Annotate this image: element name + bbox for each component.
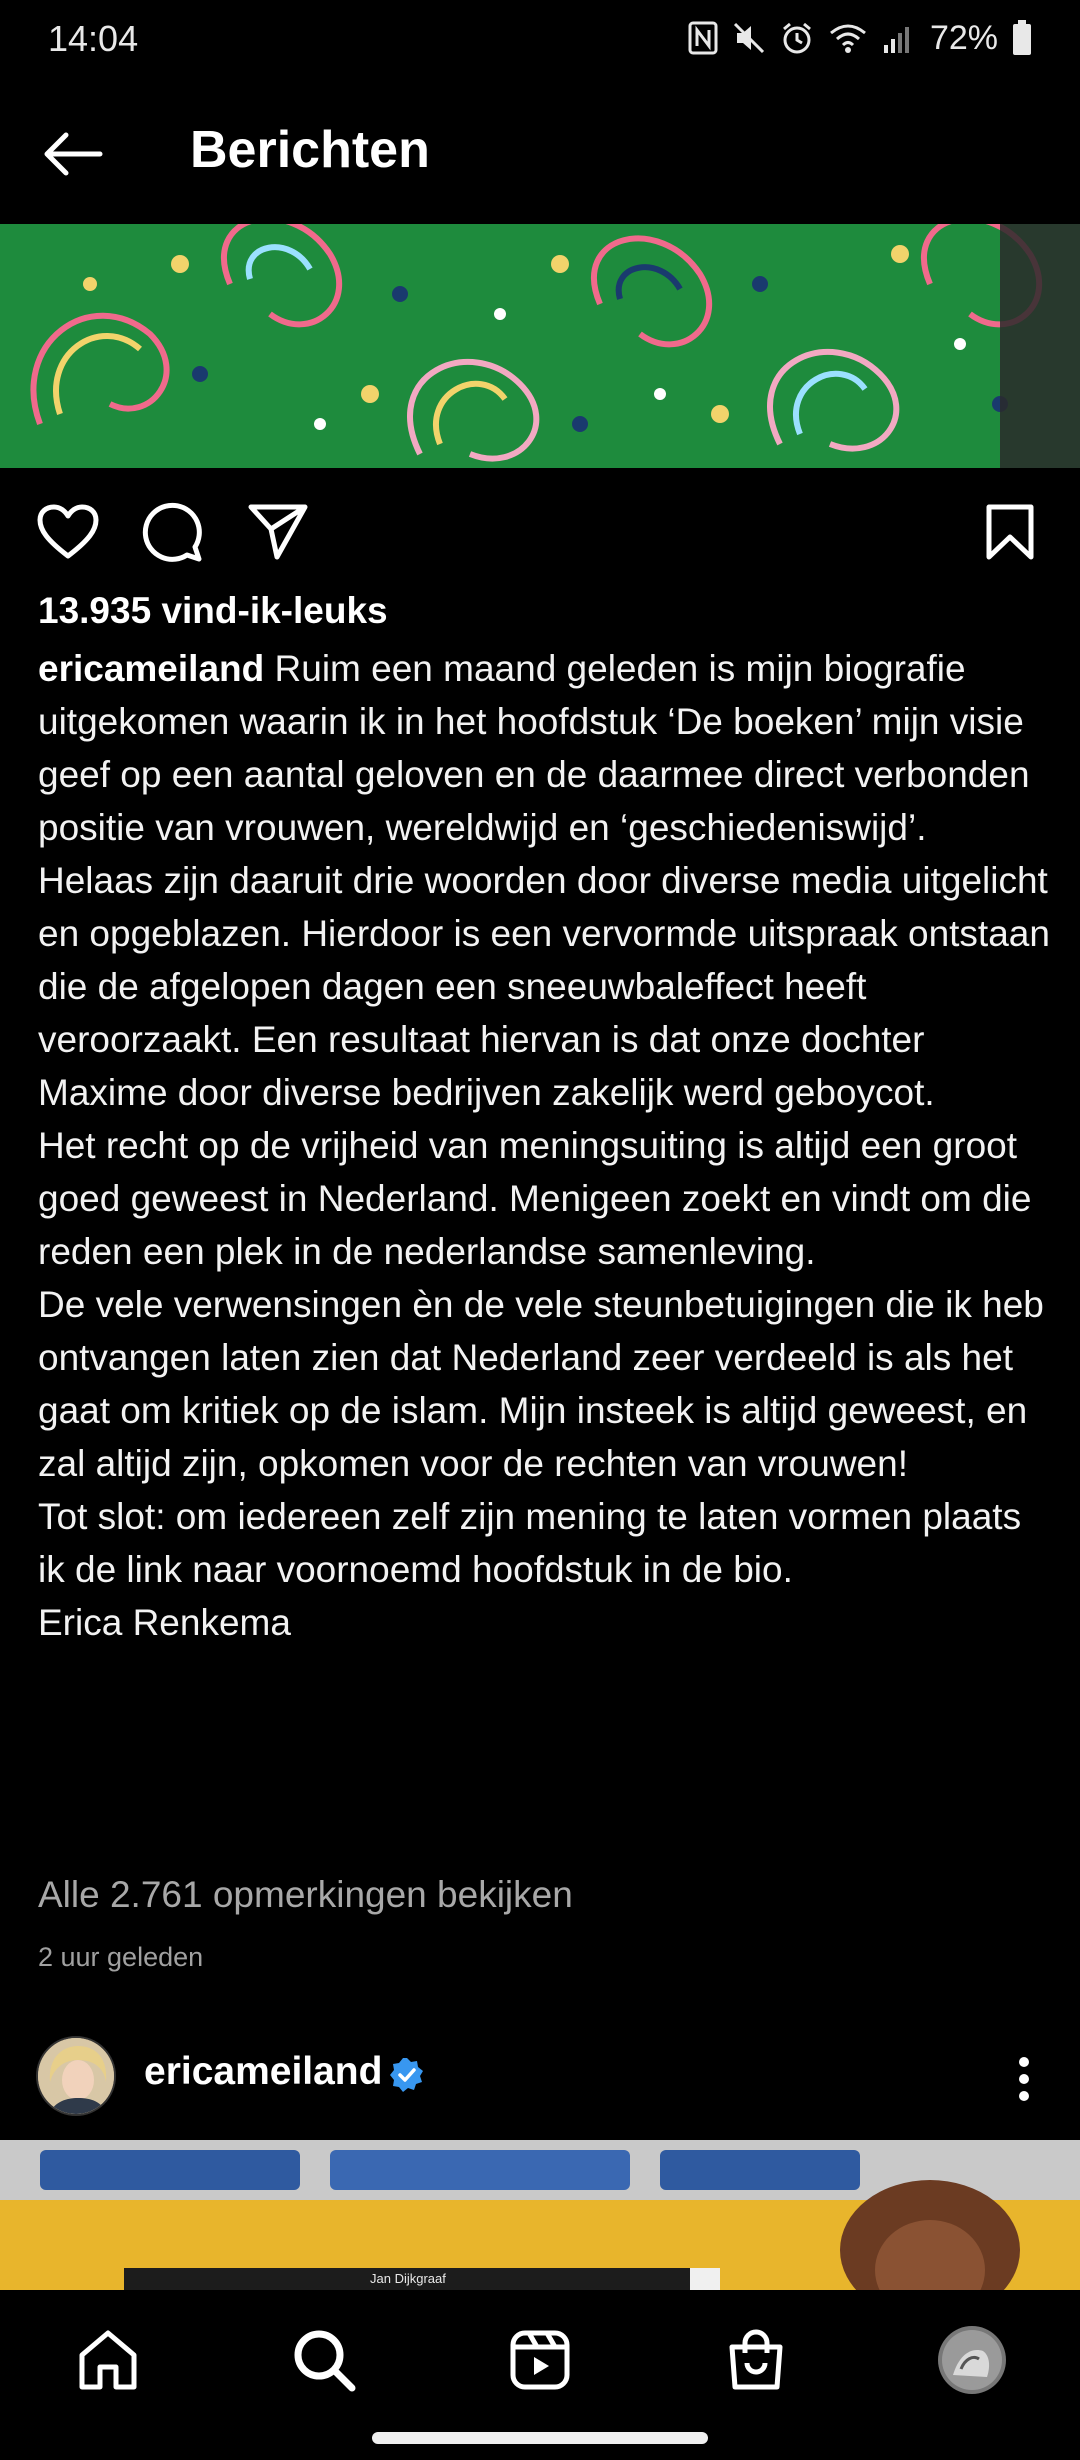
page-title: Berichten — [190, 121, 430, 179]
more-vertical-icon — [1018, 2056, 1030, 2102]
nav-reels[interactable] — [500, 2320, 580, 2400]
next-post-image-caption: Jan Dijkgraaf — [370, 2271, 446, 2286]
nav-shop[interactable] — [716, 2320, 796, 2400]
arrow-left-icon — [42, 131, 104, 177]
mute-icon — [732, 21, 766, 55]
comment-button[interactable] — [140, 500, 204, 564]
save-button[interactable] — [978, 500, 1042, 564]
alarm-icon — [780, 21, 814, 55]
post-username[interactable]: ericameiland — [144, 2050, 383, 2093]
status-bar — [0, 0, 1080, 80]
caption-paragraph: De vele verwensingen èn de vele steunbetuigingen die ik heb ontvangen laten zien dat Nederland zeer verdeeld is als het gaat om kritiek op de islam. Mijn insteek is altijd geweest, en zal altijd zijn, opkomen voor de rechten van vrouwen! — [38, 1284, 1044, 1484]
caption-paragraph: Het recht op de vrijheid van meningsuiting is altijd een groot goed geweest in Nederland. Menigeen zoekt en vindt om die reden een plek in de nederlandse samenleving. — [38, 1125, 1032, 1272]
battery-icon — [1012, 20, 1032, 56]
caption-username[interactable]: ericameiland — [38, 648, 265, 689]
likes-count[interactable]: 13.935 vind-ik-leuks — [38, 590, 388, 631]
nfc-icon — [688, 21, 718, 55]
post-caption — [38, 642, 1058, 1649]
wifi-icon — [828, 21, 868, 55]
caption-paragraph: Ruim een maand geleden is mijn biografie uitgekomen waarin ik in het hoofdstuk ‘De boeken’ mijn visie geef op een aantal geloven en de daarmee direct verbonden positie van vrouwen, wereldwijd en ‘geschiedeniswijd’. — [38, 648, 1030, 848]
reels-icon — [509, 2329, 571, 2391]
battery-percentage: 72% — [929, 18, 998, 57]
app-header — [0, 80, 1080, 224]
comment-icon — [141, 501, 203, 563]
next-post-header — [0, 2028, 1080, 2138]
next-post-image[interactable] — [0, 2140, 1080, 2290]
post-actions — [0, 478, 1080, 578]
back-button[interactable] — [28, 114, 118, 194]
verified-icon — [388, 2056, 426, 2094]
caption-paragraph: Helaas zijn daaruit drie woorden door diverse media uitgelicht en opgeblazen. Hierdoor is een vervormde uitspraak ontstaan die de afgelopen dagen een sneeuwbaleffect heeft veroorzaakt. Een resultaat hiervan is dat onze dochter Maxime door diverse bedrijven zakelijk werd geboycot. — [38, 860, 1050, 1113]
shop-icon — [727, 2329, 785, 2391]
profile-avatar — [937, 2325, 1007, 2395]
nav-search[interactable] — [284, 2320, 364, 2400]
like-button[interactable] — [36, 500, 100, 564]
send-icon — [247, 503, 309, 561]
more-options-button[interactable] — [994, 2044, 1054, 2114]
nav-profile[interactable] — [932, 2320, 1012, 2400]
post-timestamp: 2 uur geleden — [38, 1942, 204, 1972]
avatar[interactable] — [36, 2036, 116, 2116]
caption-paragraph: Tot slot: om iedereen zelf zijn mening te laten vormen plaats ik de link naar voornoemd hoofdstuk in de bio. — [38, 1496, 1022, 1590]
caption-signature: Erica Renkema — [38, 1602, 291, 1643]
search-icon — [292, 2328, 356, 2392]
post-image[interactable] — [0, 224, 1080, 468]
share-button[interactable] — [246, 500, 310, 564]
status-time: 14:04 — [48, 18, 139, 59]
nav-home[interactable] — [68, 2320, 148, 2400]
home-icon — [76, 2329, 140, 2391]
home-indicator[interactable] — [372, 2432, 708, 2444]
status-icons — [688, 16, 1032, 60]
view-all-comments-link[interactable]: Alle 2.761 opmerkingen bekijken — [38, 1874, 573, 1915]
bookmark-icon — [985, 503, 1035, 561]
signal-icon — [882, 21, 916, 55]
heart-icon — [37, 504, 99, 560]
